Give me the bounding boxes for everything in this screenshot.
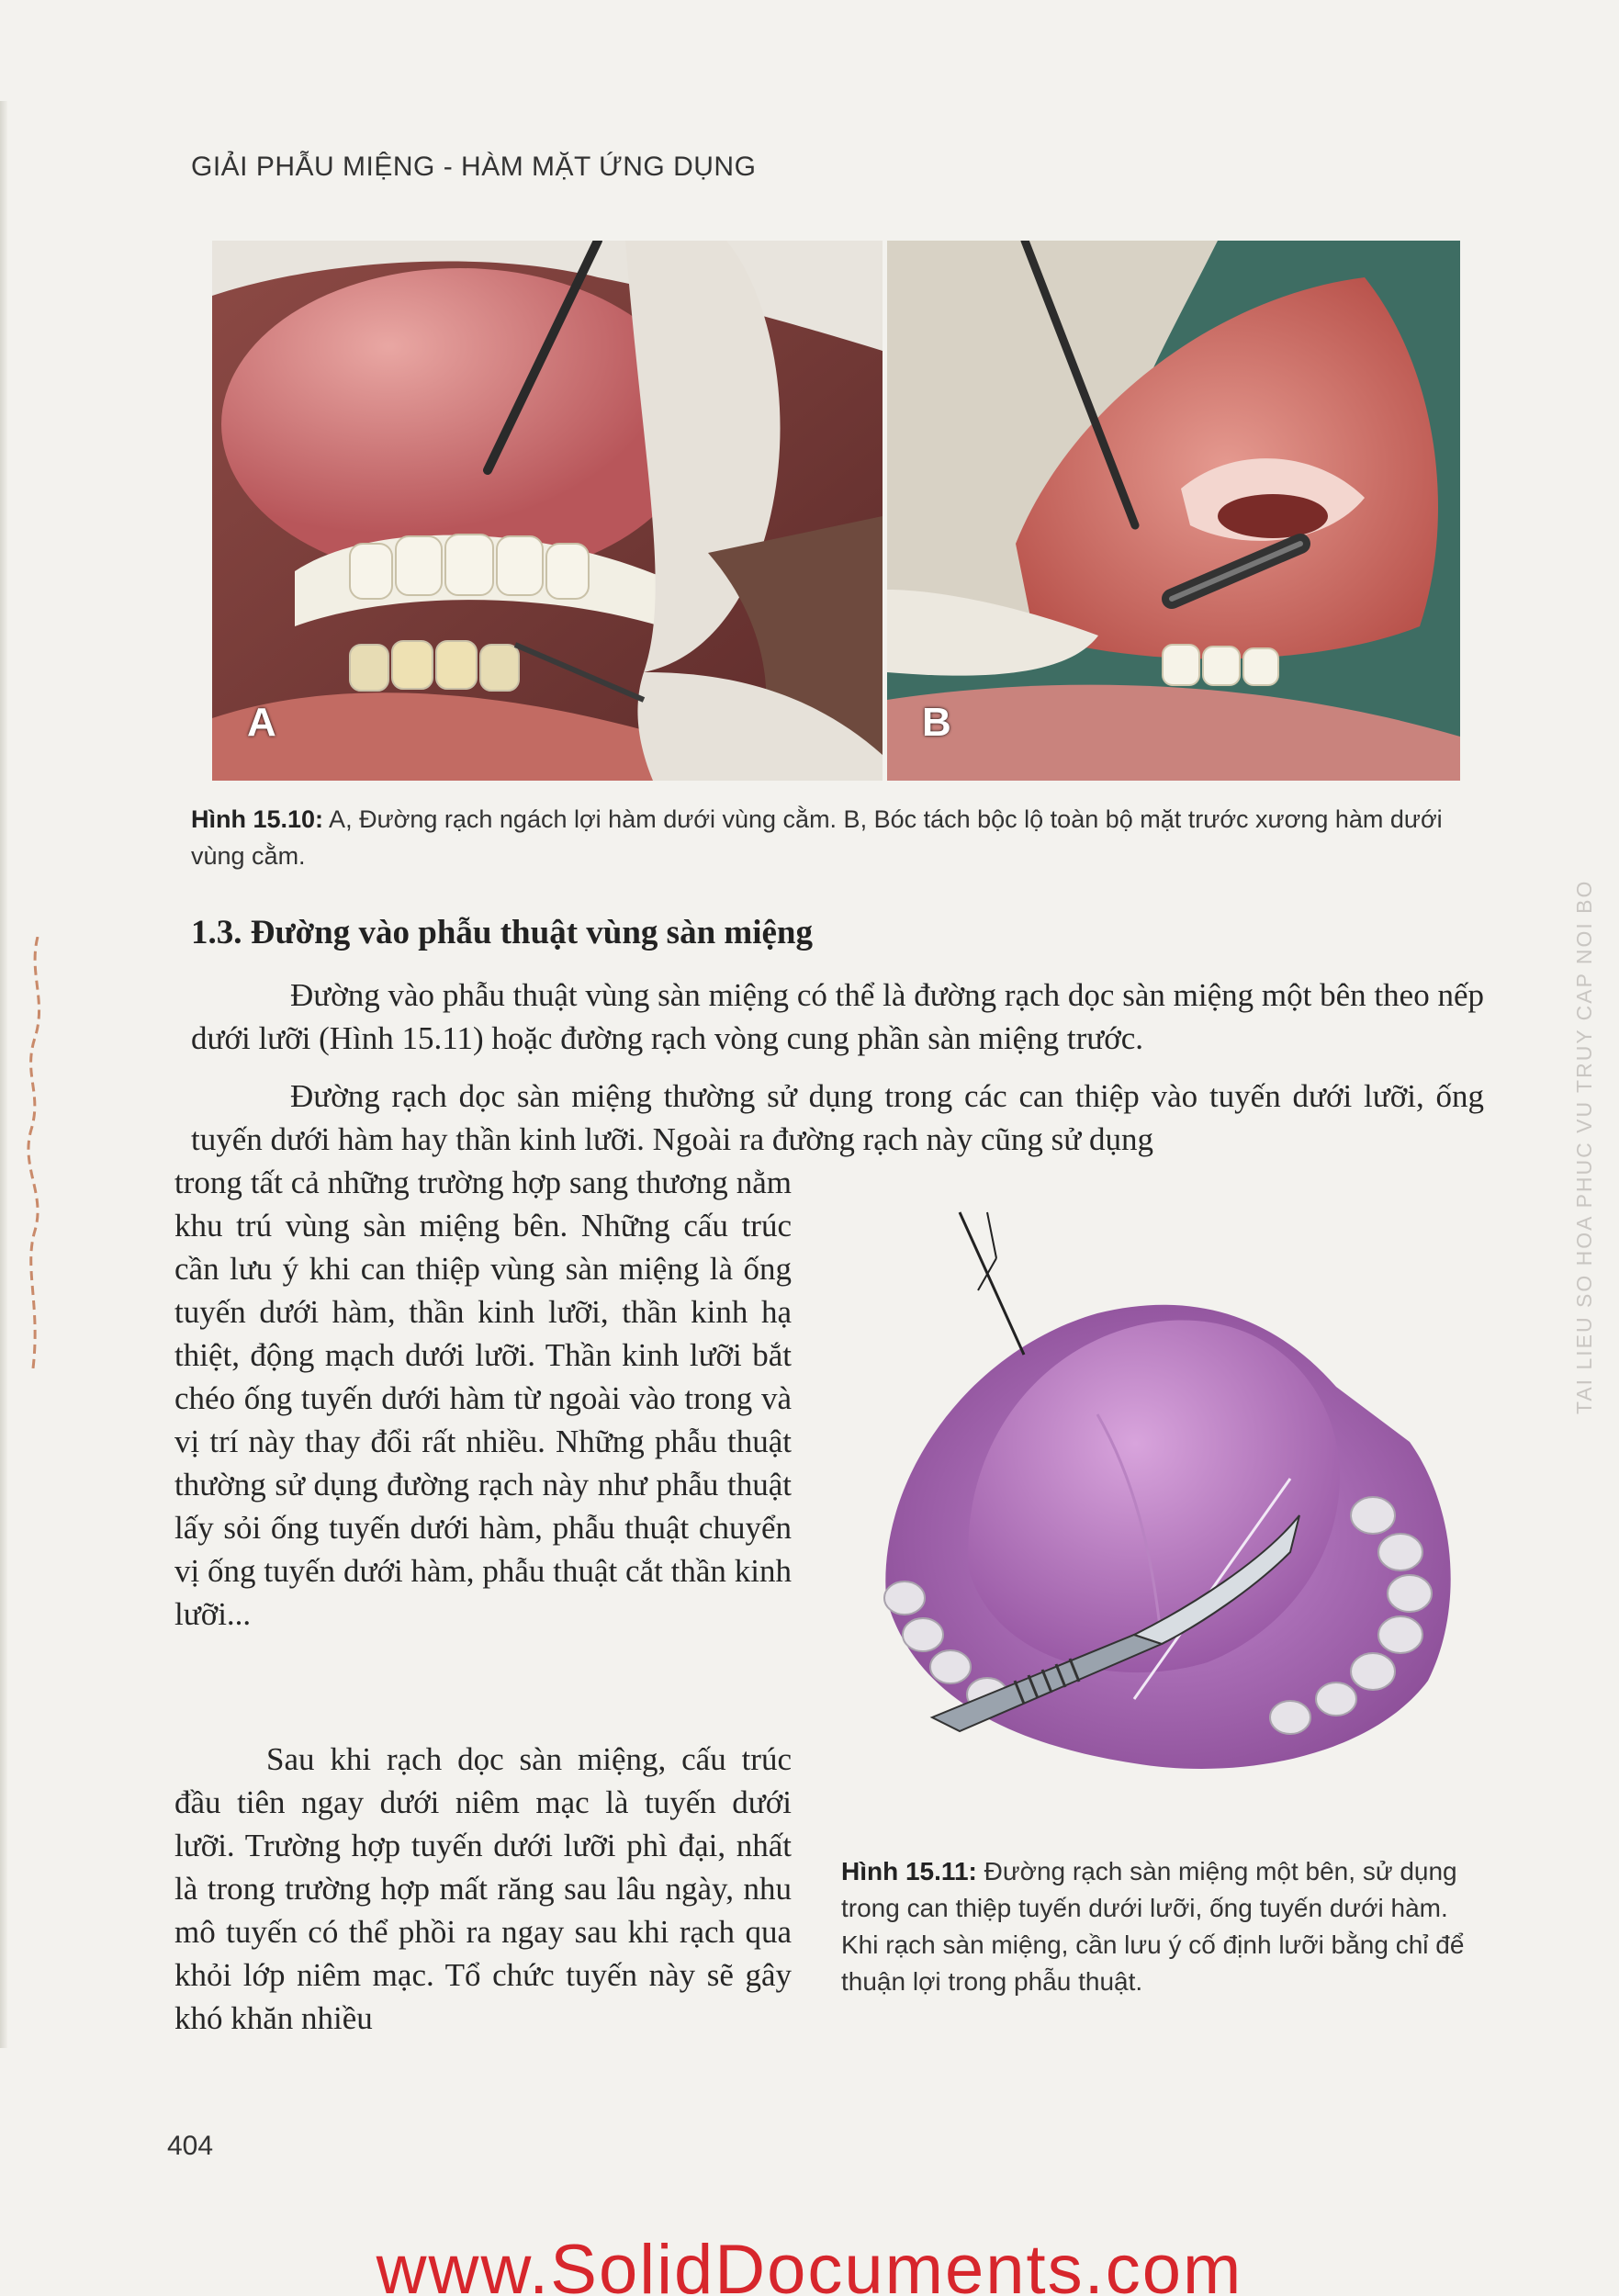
surgery-photo-b bbox=[887, 241, 1460, 781]
section-heading: 1.3. Đường vào phẫu thuật vùng sàn miệng bbox=[191, 914, 814, 951]
page-number: 404 bbox=[167, 2131, 214, 2161]
figure-15-10-caption bbox=[191, 801, 1495, 874]
paragraph-4: Sau khi rạch dọc sàn miệng, cấu trúc đầu tiên ngay dưới niêm mạc là tuyến dưới lưỡi. Trường hợp tuyến dưới lưỡi phì đại, nhất là trong trường hợp mất răng sau lâu ngày, nhu mô tuyến có thể phồi ra ngay sau khi rạch qua khỏi lớp niêm mạc. Tổ chức tuyến này sẽ gây khó khăn nhiều bbox=[174, 1741, 792, 2036]
side-watermark: TAI LIEU SO HOA PHUC VU TRUY CAP NOI BO bbox=[1572, 879, 1596, 1414]
paragraph-1: Đường vào phẫu thuật vùng sàn miệng có thể là đường rạch dọc sàn miệng một bên theo nếp dưới lưỡi (Hình 15.11) hoặc đường rạch vòng cung phần sàn miệng trước. bbox=[191, 977, 1484, 1056]
paragraph-2: Đường rạch dọc sàn miệng thường sử dụng trong các can thiệp vào tuyến dưới lưỡi, ống tuyến dưới hàm hay thần kinh lưỡi. Ngoài ra đường rạch này cũng sử dụng bbox=[191, 1078, 1484, 1157]
floor-of-mouth-illustration bbox=[859, 1203, 1538, 1809]
surgery-photo-a bbox=[212, 241, 883, 781]
photo-b-label: B bbox=[922, 700, 951, 745]
photo-b-image bbox=[887, 241, 1460, 781]
figure-15-11-caption bbox=[841, 1853, 1466, 2000]
photo-a-image bbox=[212, 241, 883, 781]
illustration-image bbox=[859, 1203, 1538, 1809]
photo-a-label: A bbox=[247, 700, 276, 745]
margin-handwriting bbox=[24, 937, 51, 1368]
figure-15-11-caption-text: Đường rạch sàn miệng một bên, sử dụng trong can thiệp tuyến dưới lưỡi, ống tuyến dưới hàm. Khi rạch sàn miệng, cần lưu ý cố định lưỡi bằng chỉ để thuận lợi trong phẫu thuật. bbox=[841, 1857, 1465, 1996]
figure-15-10-caption-label: Hình 15.10: bbox=[191, 805, 324, 833]
page-binding-edge bbox=[0, 101, 7, 2048]
figure-15-10-caption-text: A, Đường rạch ngách lợi hàm dưới vùng cằm. B, Bóc tách bộc lộ toàn bộ mặt trước xương hàm dưới vùng cằm. bbox=[191, 805, 1443, 870]
running-header: GIẢI PHẪU MIỆNG - HÀM MẶT ỨNG DỤNG bbox=[191, 152, 757, 182]
paragraph-3: trong tất cả những trường hợp sang thương nằm khu trú vùng sàn miệng bên. Những cấu trúc cần lưu ý khi can thiệp vùng sàn miệng là ống tuyến dưới hàm, thần kinh lưỡi, thần kinh hạ thiệt, động mạch dưới lưỡi. Thần kinh lưỡi bắt chéo ống tuyến dưới hàm từ ngoài vào trong và vị trí này thay đổi rất nhiều. Những phẫu thuật thường sử dụng đường rạch này như phẫu thuật lấy sỏi ống tuyến dưới hàm, phẫu thuật chuyển vị ống tuyến dưới hàm, phẫu thuật cắt thần kinh lưỡi... bbox=[174, 1165, 792, 1632]
footer-url: www.SolidDocuments.com bbox=[376, 2231, 1243, 2296]
figure-15-11-caption-label: Hình 15.11: bbox=[841, 1857, 977, 1885]
